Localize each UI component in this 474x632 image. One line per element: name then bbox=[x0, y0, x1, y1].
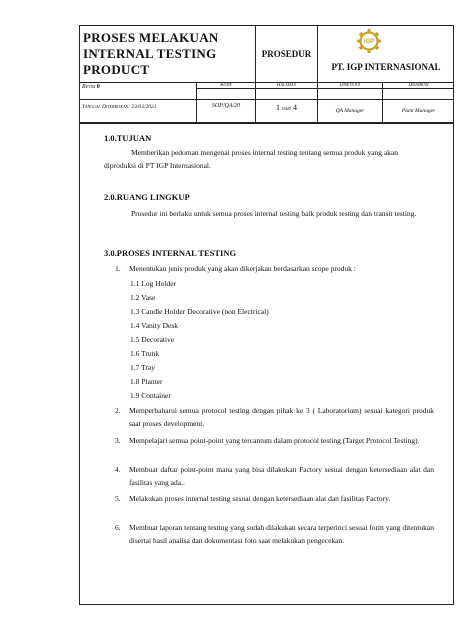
scope-item: 1.6 Trunk bbox=[130, 349, 160, 358]
section-tujuan-title: 1.0.TUJUAN bbox=[104, 133, 152, 143]
disahkan-value: Plant Manager bbox=[401, 108, 436, 114]
doc-type-label: PROSEDUR bbox=[261, 49, 312, 59]
company-logo bbox=[357, 29, 381, 53]
logo-text: IGP bbox=[363, 39, 375, 46]
list-item: 1. Menentukan jenis produk yang akan dikerjakan berdasarkan scope produk : bbox=[115, 264, 356, 273]
scope-item: 1.2 Vase bbox=[130, 293, 156, 302]
scope-item: 1.5 Decorative bbox=[130, 335, 175, 344]
document-body bbox=[79, 123, 454, 605]
list-item: 4. Membuat daftar point-point mana yang bisa dilakukan Factory sesuai dengan ketersediaan alat dan fasilitas yang ada.. bbox=[115, 465, 434, 487]
section-ruang-lingkup-body: Prosedur ini berlaku untuk semua proses internal testing baik produk testing dan transit testing. bbox=[131, 209, 417, 218]
document-title: PROSES MELAKUAN INTERNAL TESTING PRODUCT bbox=[83, 30, 219, 77]
kode-label: Kode bbox=[220, 83, 232, 88]
scope-item: 1.8 Planter bbox=[130, 377, 163, 386]
scope-item: 1.4 Vanity Desk bbox=[130, 321, 178, 330]
list-item: 2. Memperbaharui semua protocol testing dengan pihak ke 3 ( Laboratorium) sesuai kategori produk saat proses development. bbox=[115, 406, 434, 428]
company-name: PT. IGP INTERNASIONAL bbox=[331, 62, 441, 72]
scope-item: 1.7 Tray bbox=[130, 363, 156, 372]
section-tujuan-body: Memberikan pedoman mengenai proses internal testing tentang semua produk yang akan diproduksi di PT IGP Internasional. bbox=[104, 148, 399, 170]
revisi-field: Revisi 0 bbox=[82, 84, 100, 90]
tanggal-diterbitkan: Tanggal Diterbitkan: 23/03/2021 bbox=[82, 104, 157, 110]
list-item: 5. Melakukan proses internal testing sesuai dengan ketersediaan alat dan fasilitas Factory. bbox=[115, 494, 391, 503]
scope-item: 1.1 Log Holder bbox=[130, 279, 177, 288]
list-item: 6. Membuat laporan tentang testing yang sudah dilakukan secara terperinci sesuai form yang ditentukan disertai hasil analisa dan dokumentasi foto saat melakukan pengecekan. bbox=[115, 523, 434, 545]
section-ruang-lingkup-title: 2.0.RUANG LINGKUP bbox=[104, 192, 190, 202]
disetujui-label: Disetujui bbox=[339, 83, 361, 88]
list-item: 3. Mempelajari semua point-point yang tercantum dalam protocol testing (Target Protocol Testing). bbox=[115, 436, 420, 445]
kode-value: SOP/QA/20 bbox=[211, 103, 241, 109]
disahkan-label: Disahkan bbox=[408, 83, 429, 88]
scope-item: 1.9 Container bbox=[130, 391, 171, 400]
section-proses-title: 3.0.PROSES INTERNAL TESTING bbox=[104, 248, 237, 258]
document-page bbox=[79, 25, 454, 605]
halaman-label: Halaman bbox=[276, 83, 297, 88]
disetujui-value: QA Manager bbox=[335, 108, 365, 114]
halaman-value: 1 dari 4 bbox=[275, 103, 298, 112]
scope-item: 1.3 Candle Holder Decorative (non Electrical) bbox=[130, 307, 269, 316]
